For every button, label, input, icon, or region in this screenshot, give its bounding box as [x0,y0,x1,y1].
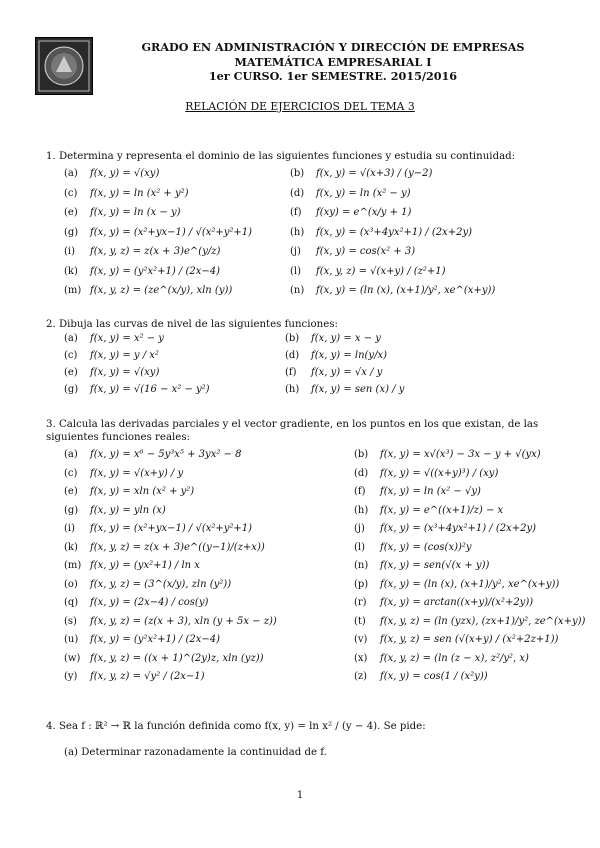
question-1: 1. Determina y representa el dominio de las siguientes funciones y estudia su continuidad: [46,151,516,162]
item-formula: f(x, y) = (2x−4) / cos(y) [90,597,209,608]
item-formula: f(x, y) = ln (x² + y²) [90,187,189,199]
item-label: (k) [64,541,78,553]
item-formula: f(x, y) = x² − y [90,333,164,344]
q2-item [285,384,404,395]
item-formula: f(x, y) = ln(y/x) [311,350,387,361]
item-formula: f(x, y) = √(x+3) / (y−2) [316,168,433,179]
item-label: (e) [64,486,78,497]
q3-item [354,449,541,460]
item-label: (v) [354,634,368,645]
university-logo [35,37,93,95]
item-formula: f(x, y) = (x³+4yx²+1) / (2x+2y) [316,226,473,238]
q3-item [354,468,498,479]
q2-item [285,350,387,361]
item-label: (b) [290,168,305,179]
q2-item [285,367,382,378]
item-formula: f(x, y) = ln (x² − y) [316,187,411,199]
item-formula: f(x, y) = sen(√(x + y)) [380,560,490,571]
q3-item [354,597,533,608]
q3-item [354,579,559,590]
q3-item [64,634,220,645]
item-formula: f(x, y) = √(xy) [90,367,160,378]
item-formula: f(x, y, z) = (ze^(x/y), xln (y)) [90,285,233,296]
item-formula: f(x, y) = e^((x+1)/z) − x [380,504,504,516]
item-label: (r) [354,597,367,608]
page-title: RELACIÓN DE EJERCICIOS DEL TEMA 3 [185,100,415,113]
item-label: (e) [64,207,78,218]
item-label: (m) [64,560,82,571]
q2-item [285,333,381,344]
item-label: (l) [290,265,302,277]
item-formula: f(x, y) = (ln (x), (x+1)/y², xe^(x+y)) [316,285,496,296]
q3-item [64,653,264,664]
item-formula: f(x, y) = arctan((x+y)/(x²+2y)) [380,597,534,608]
q1-item [290,207,411,218]
item-formula: f(x, y) = √(xy) [90,168,160,179]
q1-item [64,207,181,218]
q2-item [64,333,164,344]
item-formula: f(x, y, z) = (ln (yzx), (zx+1)/y², ze^(x+y)) [380,615,586,627]
item-label: (c) [64,350,78,361]
item-label: (b) [354,449,369,460]
page-number: 1 [296,790,304,801]
item-formula: f(x, y) = √((x+y)³) / (xy) [380,467,499,479]
q3-item [64,560,200,571]
q3-item [64,616,277,627]
q3-item [354,486,481,497]
item-label: (s) [64,615,77,627]
item-formula: f(x, y, z) = z(x + 3)e^(y/z) [90,246,221,257]
q1-item [290,285,495,296]
item-label: (b) [285,333,300,344]
item-label: (f) [285,367,297,378]
q1-item [290,227,472,238]
item-label: (e) [64,367,78,378]
q1-item [290,266,446,277]
item-label: (w) [64,652,81,664]
q3-item [354,523,536,534]
header-degree: GRADO EN ADMINISTRACIÓN Y DIRECCIÓN DE EMPRESAS [141,40,525,54]
item-label: (i) [64,246,76,257]
q3-item [64,505,166,516]
item-label: (a) [64,168,78,179]
item-label: (j) [290,246,301,257]
item-label: (g) [64,226,79,238]
item-label: (p) [354,578,369,590]
question-4-part-a: (a) Determinar razonadamente la continuidad de f. [64,747,327,758]
item-label: (t) [354,615,366,627]
item-formula: f(x, y, z) = ((x + 1)^(2y)z, xln (yz)) [90,652,264,664]
item-label: (c) [64,187,78,199]
q1-item [290,246,415,257]
q3-item [354,542,472,553]
item-formula: f(x, y) = cos(x² + 3) [316,246,416,257]
item-formula: f(x, y) = √(16 − x² − y²) [90,384,210,395]
header-course-name: MATEMÁTICA EMPRESARIAL I [234,55,432,69]
q1-item [64,246,220,257]
item-formula: f(x, y) = sen (x) / y [311,384,405,395]
item-formula: f(x, y) = (yx²+1) / ln x [90,560,200,571]
q3-item [64,449,241,460]
item-label: (f) [290,207,302,218]
item-formula: f(x, y, z) = sen (√(x+y) / (x²+2z+1)) [380,634,559,645]
item-formula: f(x, y) = x⁶ − 5y³x⁵ + 3yx² − 8 [90,449,242,460]
item-formula: f(x, y, z) = (z(x + 3), xln (y + 5x − z)) [90,615,277,627]
q3-item [354,671,488,682]
item-formula: f(x, y) = (y²x²+1) / (2x−4) [90,265,221,277]
item-formula: f(x, y) = y / x² [90,350,159,361]
q3-item [64,542,265,553]
item-formula: f(x, y, z) = z(x + 3)e^((y−1)/(z+x)) [90,541,265,553]
item-label: (a) [64,449,78,460]
item-formula: f(x, y) = ln (x − y) [90,207,181,218]
item-label: (y) [64,671,78,682]
item-label: (o) [64,578,78,590]
item-label: (i) [64,523,76,534]
item-formula: f(x, y) = x√(x³) − 3x − y + √(yx) [380,449,541,460]
question-2: 2. Dibuja las curvas de nivel de las siguientes funciones: [46,319,338,330]
item-label: (q) [64,597,79,608]
item-label: (a) [64,333,78,344]
q3-item [64,597,208,608]
q3-item [354,560,489,571]
item-label: (m) [64,285,82,296]
question-3: 3. Calcula las derivadas parciales y el vector gradiente, en los puntos en los que existan, de las siguientes funciones reales: [46,419,539,443]
item-formula: f(x, y) = (x²+yx−1) / √(x²+y²+1) [90,226,253,238]
item-label: (u) [64,634,79,645]
item-label: (n) [354,560,369,571]
item-formula: f(x, y, z) = (3^(x/y), zln (y²)) [90,578,232,590]
item-label: (n) [290,285,305,296]
item-label: (z) [354,671,368,682]
q1-item [64,266,220,277]
item-formula: f(x, y) = x − y [311,333,381,344]
q3-item [354,634,558,645]
item-label: (d) [354,467,369,479]
item-label: (h) [354,504,369,516]
q2-item [64,384,210,395]
q1-item [290,188,411,199]
q2-item [64,350,159,361]
item-label: (l) [354,541,366,553]
item-formula: f(x, y) = yln (x) [90,504,166,516]
q3-item [354,505,503,516]
q1-item [64,188,189,199]
q3-item [64,523,252,534]
q3-item [64,468,183,479]
q1-item [64,168,159,179]
item-label: (d) [290,187,305,199]
item-formula: f(x, y) = (x³+4yx²+1) / (2x+2y) [380,523,537,534]
item-formula: f(x, y) = xln (x² + y²) [90,486,195,497]
item-formula: f(x, y, z) = (ln (z − x), z²/y², x) [380,652,529,664]
item-formula: f(x, y) = √(x+y) / y [90,467,184,479]
item-label: (h) [290,226,305,238]
item-label: (c) [64,467,78,479]
q3-item [64,579,231,590]
item-formula: f(x, y) = (cos(x))²y [380,541,472,553]
item-formula: f(x, y) = √x / y [311,367,383,378]
item-label: (f) [354,486,366,497]
item-formula: f(x, y) = ln (x² − √y) [380,486,481,497]
item-formula: f(x, y) = (ln (x), (x+1)/y², xe^(x+y)) [380,578,560,590]
header-semester: 1er CURSO. 1er SEMESTRE. 2015/2016 [208,69,458,83]
item-formula: f(x, y) = cos(1 / (x²y)) [380,671,488,682]
q3-item [64,486,194,497]
q3-item [64,671,205,682]
q1-item [290,168,432,179]
q3-item [354,616,585,627]
item-formula: f(x, y, z) = √y² / (2x−1) [90,671,205,682]
item-label: (g) [64,384,79,395]
item-label: (j) [354,523,365,534]
item-formula: f(x, y) = (x²+yx−1) / √(x²+y²+1) [90,523,253,534]
q1-item [64,227,252,238]
item-label: (k) [64,265,78,277]
item-formula: f(xy) = e^(x/y + 1) [316,207,412,218]
item-label: (g) [64,504,79,516]
q1-item [64,285,232,296]
q2-item [64,367,159,378]
q3-item [354,653,529,664]
item-formula: f(x, y) = (y²x²+1) / (2x−4) [90,634,221,645]
item-formula: f(x, y, z) = √(x+y) / (z²+1) [316,265,446,277]
item-label: (d) [285,350,300,361]
item-label: (h) [285,384,300,395]
question-4: 4. Sea f : ℝ² → ℝ la función definida como f(x, y) = ln x² / (y − 4). Se pide: [46,721,426,732]
item-label: (x) [354,652,368,664]
